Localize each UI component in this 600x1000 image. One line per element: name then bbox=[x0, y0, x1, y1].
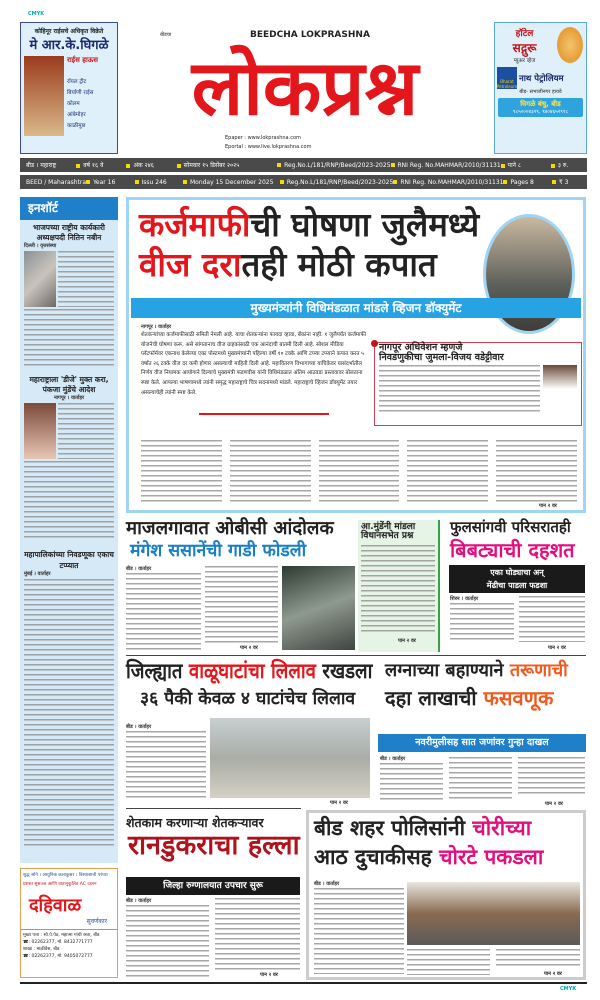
story-text bbox=[380, 763, 443, 801]
cmyk-mark-bottom: CMYK bbox=[560, 986, 577, 992]
ad-owner: घिगळे बंधु, बीड bbox=[520, 100, 561, 108]
dateline: नागपूर । वार्ताहर bbox=[53, 395, 85, 401]
ad-hotel-sub: प्युअर व्हेज bbox=[513, 58, 536, 64]
inshort-headline[interactable]: महाराष्ट्राला 'डीजे' मुक्त करा, पंकजा मुंडेंचे आदेश bbox=[29, 375, 109, 394]
side-story-vadettiwar bbox=[374, 342, 582, 426]
dateline: बीड । वार्ताहर bbox=[126, 724, 152, 730]
dateline: दिल्ली । वृत्तसंस्था bbox=[24, 243, 57, 249]
info-rni: RNI Reg. No.MAHMAR/2010/31131 bbox=[391, 162, 501, 169]
lead-subheadline: मुख्यमंत्र्यांनी विधिमंडळात मांडले व्हिजन डॉक्युमेंट bbox=[131, 298, 581, 318]
lead-intro: शेतकऱ्यांच्या कर्जमाफीसाठी समिती नेमली आहे. याचा शेतकऱ्यांना फायदा व्हावा, बँकांना नाही. १ जुलैपर्यंत कर्जमाफी योजनेची घोषणा करू, असे सांगतानाच वीज ग्राहकांसाठी एक आनंदाची बातमी दिली आहे. सोशल मीडिया प्लॅटफॉर्मवर एकनाथ केलेल्या एका पोस्टमध्ये मुख्यमंत्र्यांनी पहिल्या वर्षी १० टक्के आणि टप्प्या टप्प्याने कपात करत ५ वर्षांत २६ टक्के वीज दर कमी होणार असल्याची माहिती दिली आहे. महावितरण विभागाच्या याचिकेवर यासंदर्भातील निर्णय वीज नियामक आयोगाने दिल्याचे मुख्यमंत्री फडणवीस यांनी विधिमंडळात अंतिम आठवडा प्रस्तावावर बोलताना स्पष्ट केले. आपल्या भाषणामध्ये त्यांनी समृद्ध महाराष्ट्राचे चित्र सदनामध्ये मांडले. महाराष्ट्राचे व्हिजन डॉक्युमेंट तयार असल्याचेही त्यांनी स्पष्ट केले. bbox=[141, 332, 367, 396]
divider bbox=[126, 655, 586, 656]
continued-link[interactable]: पान २ वर bbox=[539, 503, 557, 509]
ad-address: बीड- सभाजीनगर हायवे bbox=[519, 89, 562, 95]
inshort-column bbox=[20, 197, 118, 863]
story-text bbox=[449, 757, 512, 801]
seized-bikes-photo bbox=[407, 882, 580, 945]
side-headline-line1[interactable]: नागपूर अधिवेशन म्हणजे bbox=[379, 342, 463, 353]
munde-headline-line1[interactable]: आ.मुंडेंनी मांडला bbox=[361, 522, 416, 532]
info-year: वर्ष १६ वे bbox=[76, 161, 126, 169]
info-rni: RNI Reg. No.MAHMAR/2010/31131 bbox=[393, 179, 503, 186]
story-text bbox=[519, 596, 585, 642]
story-text bbox=[407, 440, 488, 502]
info-issue: अंक २४६ bbox=[126, 161, 176, 169]
eportal-link[interactable]: Eportal : www.live.lokprashna.com bbox=[225, 144, 312, 150]
story-text bbox=[319, 440, 400, 502]
info-reg: Reg.No.L/181/RNP/Beed/2023-2025 bbox=[277, 162, 390, 169]
info-date: Monday 15 December 2025 bbox=[183, 179, 280, 186]
ad-hotel-label: हॉटेल bbox=[515, 29, 534, 39]
info-pages: पाने ८ bbox=[501, 161, 551, 169]
continued-link[interactable]: पान २ वर bbox=[398, 637, 416, 644]
lead-headline-line2[interactable]: वीज दरातही मोठी कपात bbox=[139, 245, 437, 284]
epaper-link[interactable]: Epaper : www.lokprashna.com bbox=[225, 135, 301, 141]
masthead-links bbox=[225, 134, 311, 152]
boar-band: जिल्हा रुग्णालयात उपचार सुरू bbox=[126, 877, 300, 895]
ad-address: शाखा : माळीवेस, बीड bbox=[23, 947, 60, 952]
vadettiwar-photo bbox=[543, 365, 577, 405]
divider bbox=[199, 413, 329, 415]
boar-headline-line1[interactable]: शेतकाम करणाऱ्या शेतकऱ्यावर bbox=[126, 815, 264, 830]
pankaja-munde-photo bbox=[24, 403, 56, 459]
story-text bbox=[126, 905, 209, 977]
rice-bag-image bbox=[24, 56, 64, 136]
continued-link[interactable]: पान २ वर bbox=[260, 972, 278, 978]
bottom-rule bbox=[20, 982, 587, 984]
story-text bbox=[450, 603, 514, 643]
info-price: ३ रु. bbox=[551, 161, 581, 169]
ad-brand: दहिवाळ bbox=[29, 895, 82, 916]
dateline: नागपूर । वार्ताहर bbox=[141, 324, 172, 330]
dateline: बीड । वार्ताहर bbox=[126, 898, 152, 904]
lead-headline-line1[interactable]: कर्जमाफीची घोषणा जुलैमध्ये bbox=[139, 205, 480, 244]
fraud-band: नवरीमुलीसह सात जणांवर गुन्हा दाखल bbox=[378, 734, 586, 752]
story-text bbox=[518, 757, 585, 797]
story-text bbox=[58, 251, 114, 307]
majalgaon-headline-line2[interactable]: मंगेश ससानेंची गाडी फोडली bbox=[130, 541, 307, 561]
ad-item: काळीमुछ bbox=[67, 123, 86, 129]
info-pages: Pages 8 bbox=[503, 179, 551, 186]
story-text bbox=[24, 461, 114, 541]
continued-link[interactable]: पान २ वर bbox=[544, 971, 562, 977]
story-text bbox=[314, 888, 404, 974]
bibatya-headline-line1[interactable]: फुलसांगवी परिसरातही bbox=[450, 518, 571, 536]
newspaper-logo: लोकप्रश्न bbox=[191, 43, 419, 132]
masthead-prefix: बीडचा bbox=[160, 32, 172, 38]
story-text bbox=[24, 309, 114, 369]
majalgaon-headline-line1[interactable]: माजलगावात ओबीसी आंदोलक bbox=[126, 518, 334, 539]
lead-story bbox=[126, 197, 586, 513]
lead-body-columns bbox=[141, 440, 577, 502]
ad-hotel-sadguru[interactable] bbox=[494, 22, 587, 154]
continued-link[interactable]: पान २ वर bbox=[548, 645, 566, 651]
dateline: बीड । वार्ताहर bbox=[126, 566, 152, 572]
bullet-icon bbox=[371, 340, 378, 347]
info-year: Year 16 bbox=[86, 179, 134, 186]
divider bbox=[126, 808, 301, 809]
ad-hotel-name: सद्गुरू bbox=[512, 41, 537, 55]
dateline: बीड । वार्ताहर bbox=[380, 756, 406, 762]
story-text bbox=[215, 898, 300, 970]
inshort-headline[interactable]: महापालिकांच्या निवडणूका एकाच टप्प्यात bbox=[24, 550, 114, 570]
ad-tagline: शुद्ध सोने । आधुनिक कलाकुसर । विश्वासाची परंपरा bbox=[23, 873, 108, 878]
story-text bbox=[361, 545, 435, 635]
info-issue: Issu 246 bbox=[135, 179, 183, 186]
politician-photo bbox=[24, 251, 56, 307]
story-text bbox=[205, 566, 278, 644]
bibatya-headline-line2[interactable]: बिबट्याची दहशत bbox=[450, 538, 575, 562]
ad-item: कोलम bbox=[67, 101, 80, 107]
ad-phone: ९८५०००४३२९, ९४०४६५२९९८ bbox=[512, 109, 569, 115]
ad-shop: राईस हाऊस bbox=[67, 56, 99, 64]
bharat-petroleum-logo: Bharat Petroleum bbox=[497, 67, 517, 89]
continued-link[interactable]: पान २ वर bbox=[240, 645, 258, 651]
bibatya-band: एका घोड्याचा अन् मेंढीचा पाडला फडशा bbox=[449, 565, 585, 593]
fraud-headline-line1[interactable]: लग्नाच्या बहाण्याने तरूणाची bbox=[385, 660, 568, 681]
story-text bbox=[126, 573, 201, 650]
info-bar-english bbox=[20, 175, 587, 189]
ad-item: रॉयल ट्रीट bbox=[67, 79, 87, 85]
fraud-headline-line2[interactable]: दहा लाखाची फसवणूक bbox=[385, 686, 554, 710]
sand-truck-photo bbox=[210, 718, 370, 798]
ad-pump-name: नाथ पेट्रोलियम bbox=[519, 73, 564, 84]
ad-rice-house[interactable] bbox=[20, 22, 118, 154]
story-text bbox=[230, 440, 311, 502]
story-text bbox=[379, 365, 540, 415]
ad-ac-line: प्रशस्त सुसज्ज आणि वातानुकूलित AC दालन bbox=[23, 882, 97, 887]
ad-dahiwal-jewellers[interactable] bbox=[20, 868, 118, 978]
story-text bbox=[496, 949, 580, 969]
story-text bbox=[24, 579, 114, 849]
inshort-title: इनशॉर्ट bbox=[20, 197, 118, 220]
damaged-car-photo bbox=[282, 566, 355, 650]
munde-story bbox=[358, 520, 440, 652]
dateline: मुंबई । वार्ताहर bbox=[24, 571, 51, 577]
police-headline-line1[interactable]: बीड शहर पोलिसांनी चोरीच्या bbox=[314, 816, 532, 840]
ad-tagline: कोहिनूर राईसचे अधिकृत विक्रेते bbox=[34, 28, 104, 35]
ad-phone: ☎: 02262377, मो. 9405072777 bbox=[23, 954, 93, 959]
info-reg: Reg.No.L/181/RNP/Beed/2023-2025 bbox=[280, 179, 393, 186]
valu-headline-line2[interactable]: ३६ पैकी केवळ ४ घाटांचेच लिलाव bbox=[140, 689, 356, 709]
masthead-english: BEEDCHA LOKPRASHNA bbox=[250, 30, 370, 40]
story-text bbox=[126, 731, 206, 801]
ad-item: बिर्याणी राईस bbox=[67, 90, 94, 96]
info-bar-marathi bbox=[20, 158, 587, 172]
story-text bbox=[141, 440, 222, 502]
story-text bbox=[407, 949, 490, 975]
story-text bbox=[58, 403, 114, 459]
continued-link[interactable]: पान २ वर bbox=[330, 800, 348, 806]
info-date: सोमवार १५ डिसेंबर २०२५ bbox=[177, 161, 277, 169]
boar-headline-line2[interactable]: रानडुकराचा हल्ला bbox=[128, 830, 300, 861]
side-headline-line2[interactable]: निवडणुकीचा जुमला-विजय वडेट्टीवार bbox=[379, 351, 504, 363]
cmyk-mark-top: CMYK bbox=[28, 11, 45, 17]
police-headline-line2[interactable]: आठ दुचाकीसह चोरटे पकडला bbox=[314, 845, 544, 869]
info-place: BEED / Maharashtra bbox=[26, 178, 87, 186]
inshort-headline[interactable]: भाजपच्या राष्ट्रीय कार्यकारी अध्यक्षपदी नितिन नबीन bbox=[33, 223, 105, 242]
dateline: बीड । वार्ताहर bbox=[314, 881, 340, 887]
portrait-image bbox=[557, 27, 583, 63]
story-text bbox=[496, 440, 577, 502]
ad-address: मुख्य पत्ता : सो.पे.पेठ, महात्मा गांधी रस्ता, बीड bbox=[23, 933, 100, 938]
continued-link[interactable]: पान २ वर bbox=[545, 801, 563, 807]
munde-headline-line2[interactable]: विधानसभेत प्रश्न bbox=[361, 531, 414, 542]
valu-headline-line1[interactable]: जिल्ह्यात वाळूघाटांचा लिलाव रखडला bbox=[126, 659, 373, 683]
info-place: बीड । महाराष्ट्र bbox=[26, 162, 57, 169]
info-price: ₹ 3 bbox=[552, 179, 581, 186]
ad-item: आंबेमोहर bbox=[67, 112, 86, 118]
police-story bbox=[306, 810, 586, 980]
ad-name: मे आर.के.घिगळे bbox=[29, 38, 109, 53]
ad-phone: ☎: 02262377, मो. 8432771777 bbox=[23, 940, 93, 945]
dateline: शिरुर । वार्ताहर bbox=[450, 596, 479, 602]
ad-brand-sub: सुवर्णकार bbox=[86, 918, 107, 925]
